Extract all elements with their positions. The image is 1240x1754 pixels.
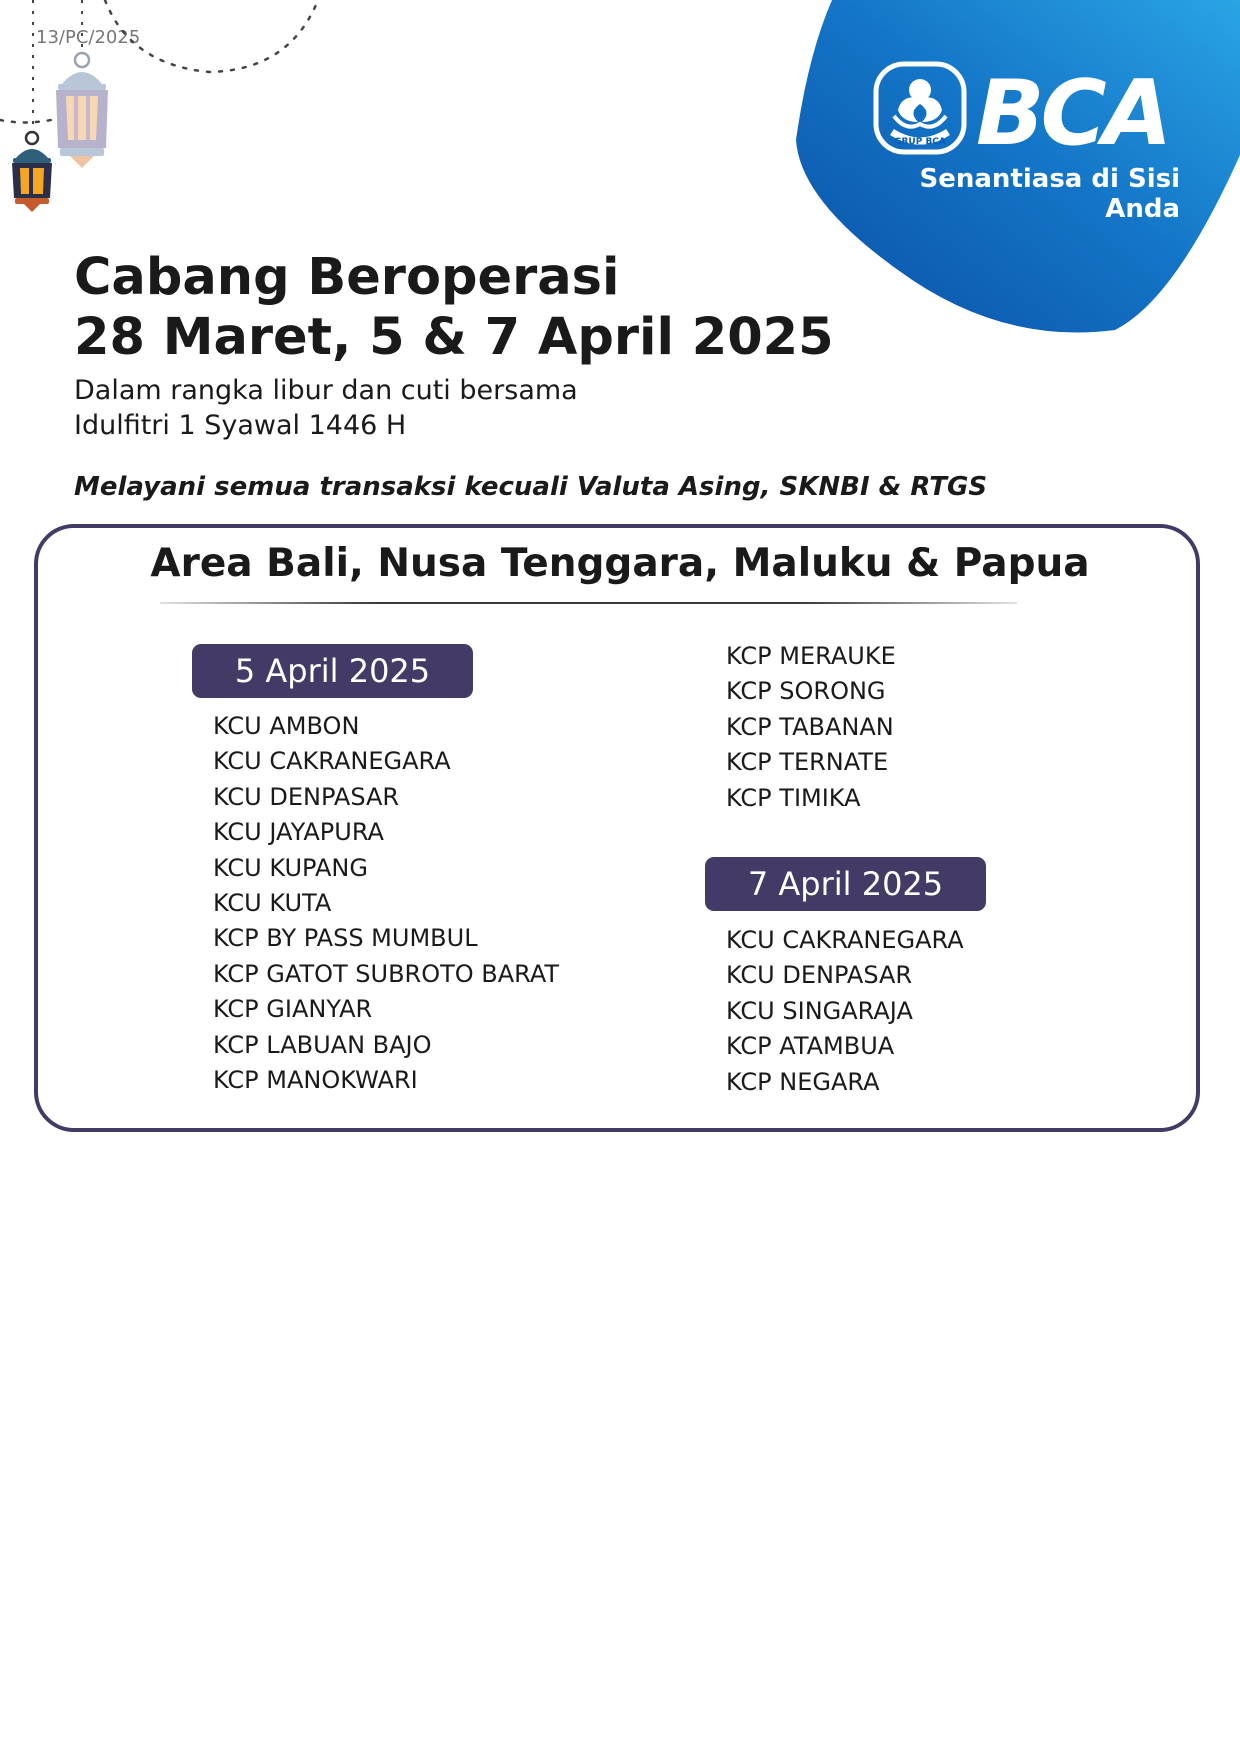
reference-code: 13/PC/2025 [36,27,141,48]
list-item: KCU KUPANG [213,853,368,882]
list-item: KCP NEGARA [726,1067,880,1096]
date-badge-5-april: 5 April 2025 [192,644,473,698]
list-item: KCP BY PASS MUMBUL [213,924,478,953]
area-box [34,524,1200,1132]
list-item: KCU AMBON [213,712,360,740]
list-item: KCU SINGARAJA [726,996,913,1025]
area-heading: Area Bali, Nusa Tenggara, Maluku & Papua [150,541,1090,586]
list-item: KCU JAYAPURA [213,818,384,847]
bca-logo-icon [872,60,1182,160]
list-item: KCU CAKRANEGARA [213,747,451,776]
list-item: KCP GATOT SUBROTO BARAT [213,959,560,988]
title-line-2: 28 Maret, 5 & 7 April 2025 [74,308,834,367]
list-item: KCP SORONG [726,677,886,706]
subtitle-line-1: Dalam rangka libur dan cuti bersama [74,375,578,406]
list-item: KCP MERAUKE [726,642,896,670]
date-badge-7-april: 7 April 2025 [705,857,986,911]
lantern-decoration-icon [0,0,330,220]
list-item: KCP TERNATE [726,748,889,777]
list-item: KCP TIMIKA [726,783,861,812]
bca-emblem-text: GRUP BCA [894,137,946,147]
branch-list-5-april-col2 [726,639,896,816]
list-item: KCU DENPASAR [213,782,400,811]
page-title [74,248,834,368]
page-subtitle [74,373,578,443]
list-item: KCP ATAMBUA [726,1032,895,1061]
heading-divider [160,602,1017,604]
list-item: KCP TABANAN [726,712,894,741]
branch-list-7-april [726,923,964,1100]
bca-wordmark: BCA [976,61,1169,160]
service-note: Melayani semua transaksi kecuali Valuta Asing, SKNBI & RTGS [74,472,988,502]
subtitle-line-2: Idulfitri 1 Syawal 1446 H [74,410,407,441]
list-item: KCU DENPASAR [726,961,913,990]
list-item: KCU CAKRANEGARA [726,926,964,954]
brand-tagline: Senantiasa di Sisi Anda [919,164,1180,224]
list-item: KCP GIANYAR [213,995,373,1024]
list-item: KCU KUTA [213,889,332,918]
list-item: KCP LABUAN BAJO [213,1030,432,1059]
branch-list-5-april-col1 [213,709,559,1098]
title-line-1: Cabang Beroperasi [74,248,620,307]
list-item: KCP MANOKWARI [213,1066,418,1095]
